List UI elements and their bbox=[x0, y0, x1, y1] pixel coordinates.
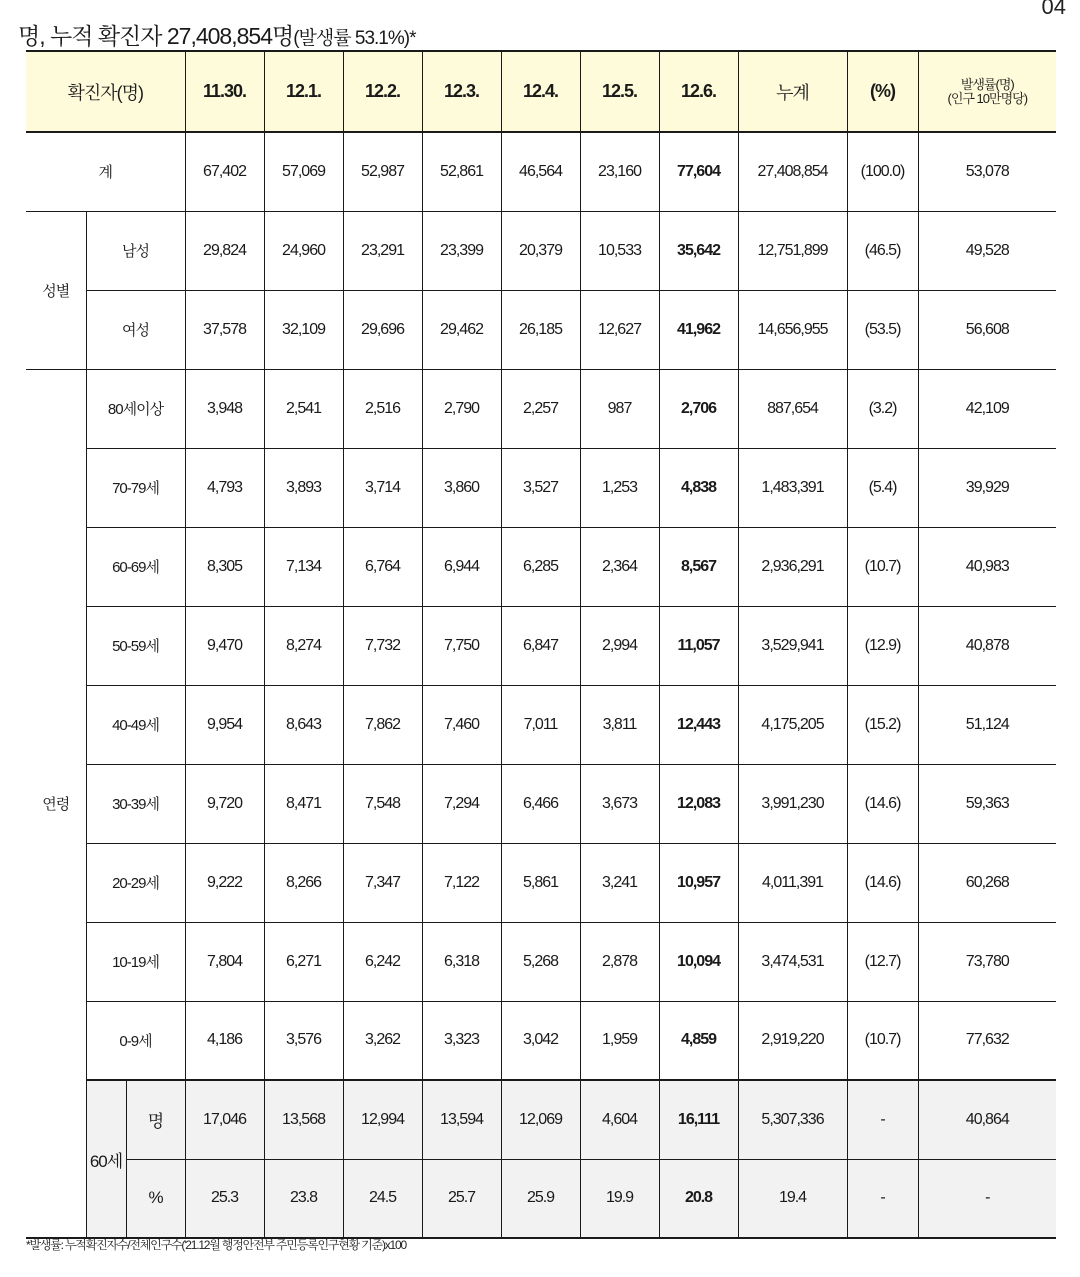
cell: 29,824 bbox=[185, 211, 264, 290]
cell: 60,268 bbox=[918, 843, 1056, 922]
cell: 2,257 bbox=[501, 369, 580, 448]
cell: (12.7) bbox=[847, 922, 918, 1001]
row-label: 80세이상 bbox=[86, 369, 185, 448]
cell: 39,929 bbox=[918, 448, 1056, 527]
cell: (12.9) bbox=[847, 606, 918, 685]
cell: - bbox=[918, 1159, 1056, 1238]
cell: 14,656,955 bbox=[738, 290, 847, 369]
cell: 46,564 bbox=[501, 132, 580, 211]
cell: 24,960 bbox=[264, 211, 343, 290]
table-row bbox=[26, 132, 1056, 211]
cell: 27,408,854 bbox=[738, 132, 847, 211]
cell: 11,057 bbox=[659, 606, 738, 685]
cell: 77,632 bbox=[918, 1001, 1056, 1080]
cell: 10,094 bbox=[659, 922, 738, 1001]
cell: 8,471 bbox=[264, 764, 343, 843]
cell: 40,878 bbox=[918, 606, 1056, 685]
row-label: 여성 bbox=[86, 290, 185, 369]
cell: 987 bbox=[580, 369, 659, 448]
cell: - bbox=[847, 1080, 918, 1159]
cell: 23,291 bbox=[343, 211, 422, 290]
cell: 12,627 bbox=[580, 290, 659, 369]
table-row bbox=[26, 764, 1056, 843]
cell: 7,134 bbox=[264, 527, 343, 606]
cell: 4,011,391 bbox=[738, 843, 847, 922]
cell: 19.9 bbox=[580, 1159, 659, 1238]
cell: 3,527 bbox=[501, 448, 580, 527]
header-date: 12.3. bbox=[422, 51, 501, 132]
cell: 13,568 bbox=[264, 1080, 343, 1159]
cell: 4,859 bbox=[659, 1001, 738, 1080]
cell: 25.3 bbox=[185, 1159, 264, 1238]
cell: 3,948 bbox=[185, 369, 264, 448]
cell: 52,861 bbox=[422, 132, 501, 211]
cell: 49,528 bbox=[918, 211, 1056, 290]
cell: 23,160 bbox=[580, 132, 659, 211]
cell: 2,364 bbox=[580, 527, 659, 606]
cell: 8,266 bbox=[264, 843, 343, 922]
cell: - bbox=[847, 1159, 918, 1238]
cell: 3,991,230 bbox=[738, 764, 847, 843]
cell: 23,399 bbox=[422, 211, 501, 290]
cell: (10.7) bbox=[847, 527, 918, 606]
cell: 29,696 bbox=[343, 290, 422, 369]
table-row bbox=[26, 369, 1056, 448]
cell: 7,347 bbox=[343, 843, 422, 922]
cell: 7,732 bbox=[343, 606, 422, 685]
table-row bbox=[26, 685, 1056, 764]
cell: 7,460 bbox=[422, 685, 501, 764]
cell: 6,847 bbox=[501, 606, 580, 685]
cell: 3,042 bbox=[501, 1001, 580, 1080]
cell: 12,083 bbox=[659, 764, 738, 843]
cell: 1,483,391 bbox=[738, 448, 847, 527]
cell: 8,643 bbox=[264, 685, 343, 764]
cell: (100.0) bbox=[847, 132, 918, 211]
cell: 5,307,336 bbox=[738, 1080, 847, 1159]
cell: 9,720 bbox=[185, 764, 264, 843]
header-date: 12.6. bbox=[659, 51, 738, 132]
cell: (14.6) bbox=[847, 843, 918, 922]
row-label: 명 bbox=[126, 1080, 185, 1159]
confirmed-cases-table bbox=[26, 50, 1056, 1239]
row-label: 40-49세 bbox=[86, 685, 185, 764]
cell: (53.5) bbox=[847, 290, 918, 369]
cell: 3,529,941 bbox=[738, 606, 847, 685]
row-label: 30-39세 bbox=[86, 764, 185, 843]
group-label-age: 연령 bbox=[26, 369, 86, 1238]
cell: 2,790 bbox=[422, 369, 501, 448]
cell: 3,860 bbox=[422, 448, 501, 527]
cell: 2,936,291 bbox=[738, 527, 847, 606]
cell: 35,642 bbox=[659, 211, 738, 290]
cell: 5,268 bbox=[501, 922, 580, 1001]
cell: 7,804 bbox=[185, 922, 264, 1001]
cell: 12,751,899 bbox=[738, 211, 847, 290]
cell: 2,919,220 bbox=[738, 1001, 847, 1080]
cell: 53,078 bbox=[918, 132, 1056, 211]
cell: 7,122 bbox=[422, 843, 501, 922]
cell: 2,994 bbox=[580, 606, 659, 685]
summary-heading-rate: (발생률 53.1%)* bbox=[293, 28, 416, 49]
cell: 1,253 bbox=[580, 448, 659, 527]
group-label-over60: 60세 bbox=[86, 1080, 126, 1238]
cell: 51,124 bbox=[918, 685, 1056, 764]
cell: 3,673 bbox=[580, 764, 659, 843]
cell: 19.4 bbox=[738, 1159, 847, 1238]
row-label: % bbox=[126, 1159, 185, 1238]
table-row-over60-percent bbox=[26, 1159, 1056, 1238]
cell: 3,714 bbox=[343, 448, 422, 527]
cell: (5.4) bbox=[847, 448, 918, 527]
cell: 6,318 bbox=[422, 922, 501, 1001]
cell: 12,443 bbox=[659, 685, 738, 764]
header-rate-line2: (인구 10만명당) bbox=[947, 90, 1028, 106]
cell: 17,046 bbox=[185, 1080, 264, 1159]
footnote: *발생률: 누적확진자수/전체인구수('21.12월 행정안전부 주민등록인구현황 기준)x100 bbox=[26, 1238, 406, 1252]
header-date: 12.4. bbox=[501, 51, 580, 132]
header-date: 12.2. bbox=[343, 51, 422, 132]
cell: 6,285 bbox=[501, 527, 580, 606]
cell: 12,994 bbox=[343, 1080, 422, 1159]
cell: 4,838 bbox=[659, 448, 738, 527]
table-row bbox=[26, 290, 1056, 369]
header-category: 확진자(명) bbox=[26, 51, 185, 132]
row-label: 계 bbox=[26, 132, 185, 211]
cell: 7,011 bbox=[501, 685, 580, 764]
cell: 26,185 bbox=[501, 290, 580, 369]
cell: 2,516 bbox=[343, 369, 422, 448]
cell: 6,764 bbox=[343, 527, 422, 606]
table-row-over60-count bbox=[26, 1080, 1056, 1159]
header-date: 12.5. bbox=[580, 51, 659, 132]
cell: 37,578 bbox=[185, 290, 264, 369]
cell: 3,262 bbox=[343, 1001, 422, 1080]
cell: 25.9 bbox=[501, 1159, 580, 1238]
cell: 1,959 bbox=[580, 1001, 659, 1080]
cell: 2,706 bbox=[659, 369, 738, 448]
table-row bbox=[26, 843, 1056, 922]
cell: 40,983 bbox=[918, 527, 1056, 606]
cell: 9,954 bbox=[185, 685, 264, 764]
summary-heading bbox=[18, 18, 415, 51]
cell: (10.7) bbox=[847, 1001, 918, 1080]
cell: 56,608 bbox=[918, 290, 1056, 369]
table-row bbox=[26, 1001, 1056, 1080]
cell: 52,987 bbox=[343, 132, 422, 211]
row-label: 60-69세 bbox=[86, 527, 185, 606]
page-number: 04 bbox=[1041, 0, 1066, 19]
row-label: 70-79세 bbox=[86, 448, 185, 527]
cell: 6,944 bbox=[422, 527, 501, 606]
cell: 57,069 bbox=[264, 132, 343, 211]
group-label-sex: 성별 bbox=[26, 211, 86, 369]
cell: 3,811 bbox=[580, 685, 659, 764]
cell: (14.6) bbox=[847, 764, 918, 843]
row-label: 50-59세 bbox=[86, 606, 185, 685]
cell: 2,878 bbox=[580, 922, 659, 1001]
cell: (3.2) bbox=[847, 369, 918, 448]
cell: 41,962 bbox=[659, 290, 738, 369]
cell: 13,594 bbox=[422, 1080, 501, 1159]
header-cumulative: 누계 bbox=[738, 51, 847, 132]
cell: 4,793 bbox=[185, 448, 264, 527]
cell: 25.7 bbox=[422, 1159, 501, 1238]
cell: 8,305 bbox=[185, 527, 264, 606]
header-date: 11.30. bbox=[185, 51, 264, 132]
cell: 10,957 bbox=[659, 843, 738, 922]
row-label: 0-9세 bbox=[86, 1001, 185, 1080]
table-row bbox=[26, 922, 1056, 1001]
cell: (46.5) bbox=[847, 211, 918, 290]
cell: 8,567 bbox=[659, 527, 738, 606]
table-row bbox=[26, 527, 1056, 606]
cell: 7,862 bbox=[343, 685, 422, 764]
cell: 67,402 bbox=[185, 132, 264, 211]
cell: 7,750 bbox=[422, 606, 501, 685]
header-date: 12.1. bbox=[264, 51, 343, 132]
cell: 887,654 bbox=[738, 369, 847, 448]
cell: 4,604 bbox=[580, 1080, 659, 1159]
cell: 4,186 bbox=[185, 1001, 264, 1080]
cell: 3,474,531 bbox=[738, 922, 847, 1001]
table-row bbox=[26, 211, 1056, 290]
cell: 9,470 bbox=[185, 606, 264, 685]
cell: 20,379 bbox=[501, 211, 580, 290]
cell: 23.8 bbox=[264, 1159, 343, 1238]
cell: 16,111 bbox=[659, 1080, 738, 1159]
cell: 9,222 bbox=[185, 843, 264, 922]
cell: 32,109 bbox=[264, 290, 343, 369]
row-label: 20-29세 bbox=[86, 843, 185, 922]
cell: (15.2) bbox=[847, 685, 918, 764]
cell: 7,548 bbox=[343, 764, 422, 843]
cell: 5,861 bbox=[501, 843, 580, 922]
table-row bbox=[26, 606, 1056, 685]
cell: 6,242 bbox=[343, 922, 422, 1001]
cell: 20.8 bbox=[659, 1159, 738, 1238]
cell: 3,576 bbox=[264, 1001, 343, 1080]
cell: 73,780 bbox=[918, 922, 1056, 1001]
cell: 3,323 bbox=[422, 1001, 501, 1080]
header-rate-line1: 발생률(명) bbox=[960, 76, 1014, 92]
table-row bbox=[26, 448, 1056, 527]
summary-heading-main: 명, 누적 확진자 27,408,854명 bbox=[18, 23, 294, 49]
cell: 12,069 bbox=[501, 1080, 580, 1159]
header-percent: (%) bbox=[847, 51, 918, 132]
cell: 4,175,205 bbox=[738, 685, 847, 764]
cell: 3,241 bbox=[580, 843, 659, 922]
cell: 59,363 bbox=[918, 764, 1056, 843]
cell: 24.5 bbox=[343, 1159, 422, 1238]
cell: 6,466 bbox=[501, 764, 580, 843]
row-label: 10-19세 bbox=[86, 922, 185, 1001]
cell: 10,533 bbox=[580, 211, 659, 290]
cell: 7,294 bbox=[422, 764, 501, 843]
cell: 77,604 bbox=[659, 132, 738, 211]
cell: 42,109 bbox=[918, 369, 1056, 448]
cell: 40,864 bbox=[918, 1080, 1056, 1159]
row-label: 남성 bbox=[86, 211, 185, 290]
cell: 8,274 bbox=[264, 606, 343, 685]
header-incidence-rate bbox=[918, 51, 1056, 132]
cell: 29,462 bbox=[422, 290, 501, 369]
cell: 2,541 bbox=[264, 369, 343, 448]
cell: 6,271 bbox=[264, 922, 343, 1001]
table-header-row bbox=[26, 51, 1056, 132]
cell: 3,893 bbox=[264, 448, 343, 527]
